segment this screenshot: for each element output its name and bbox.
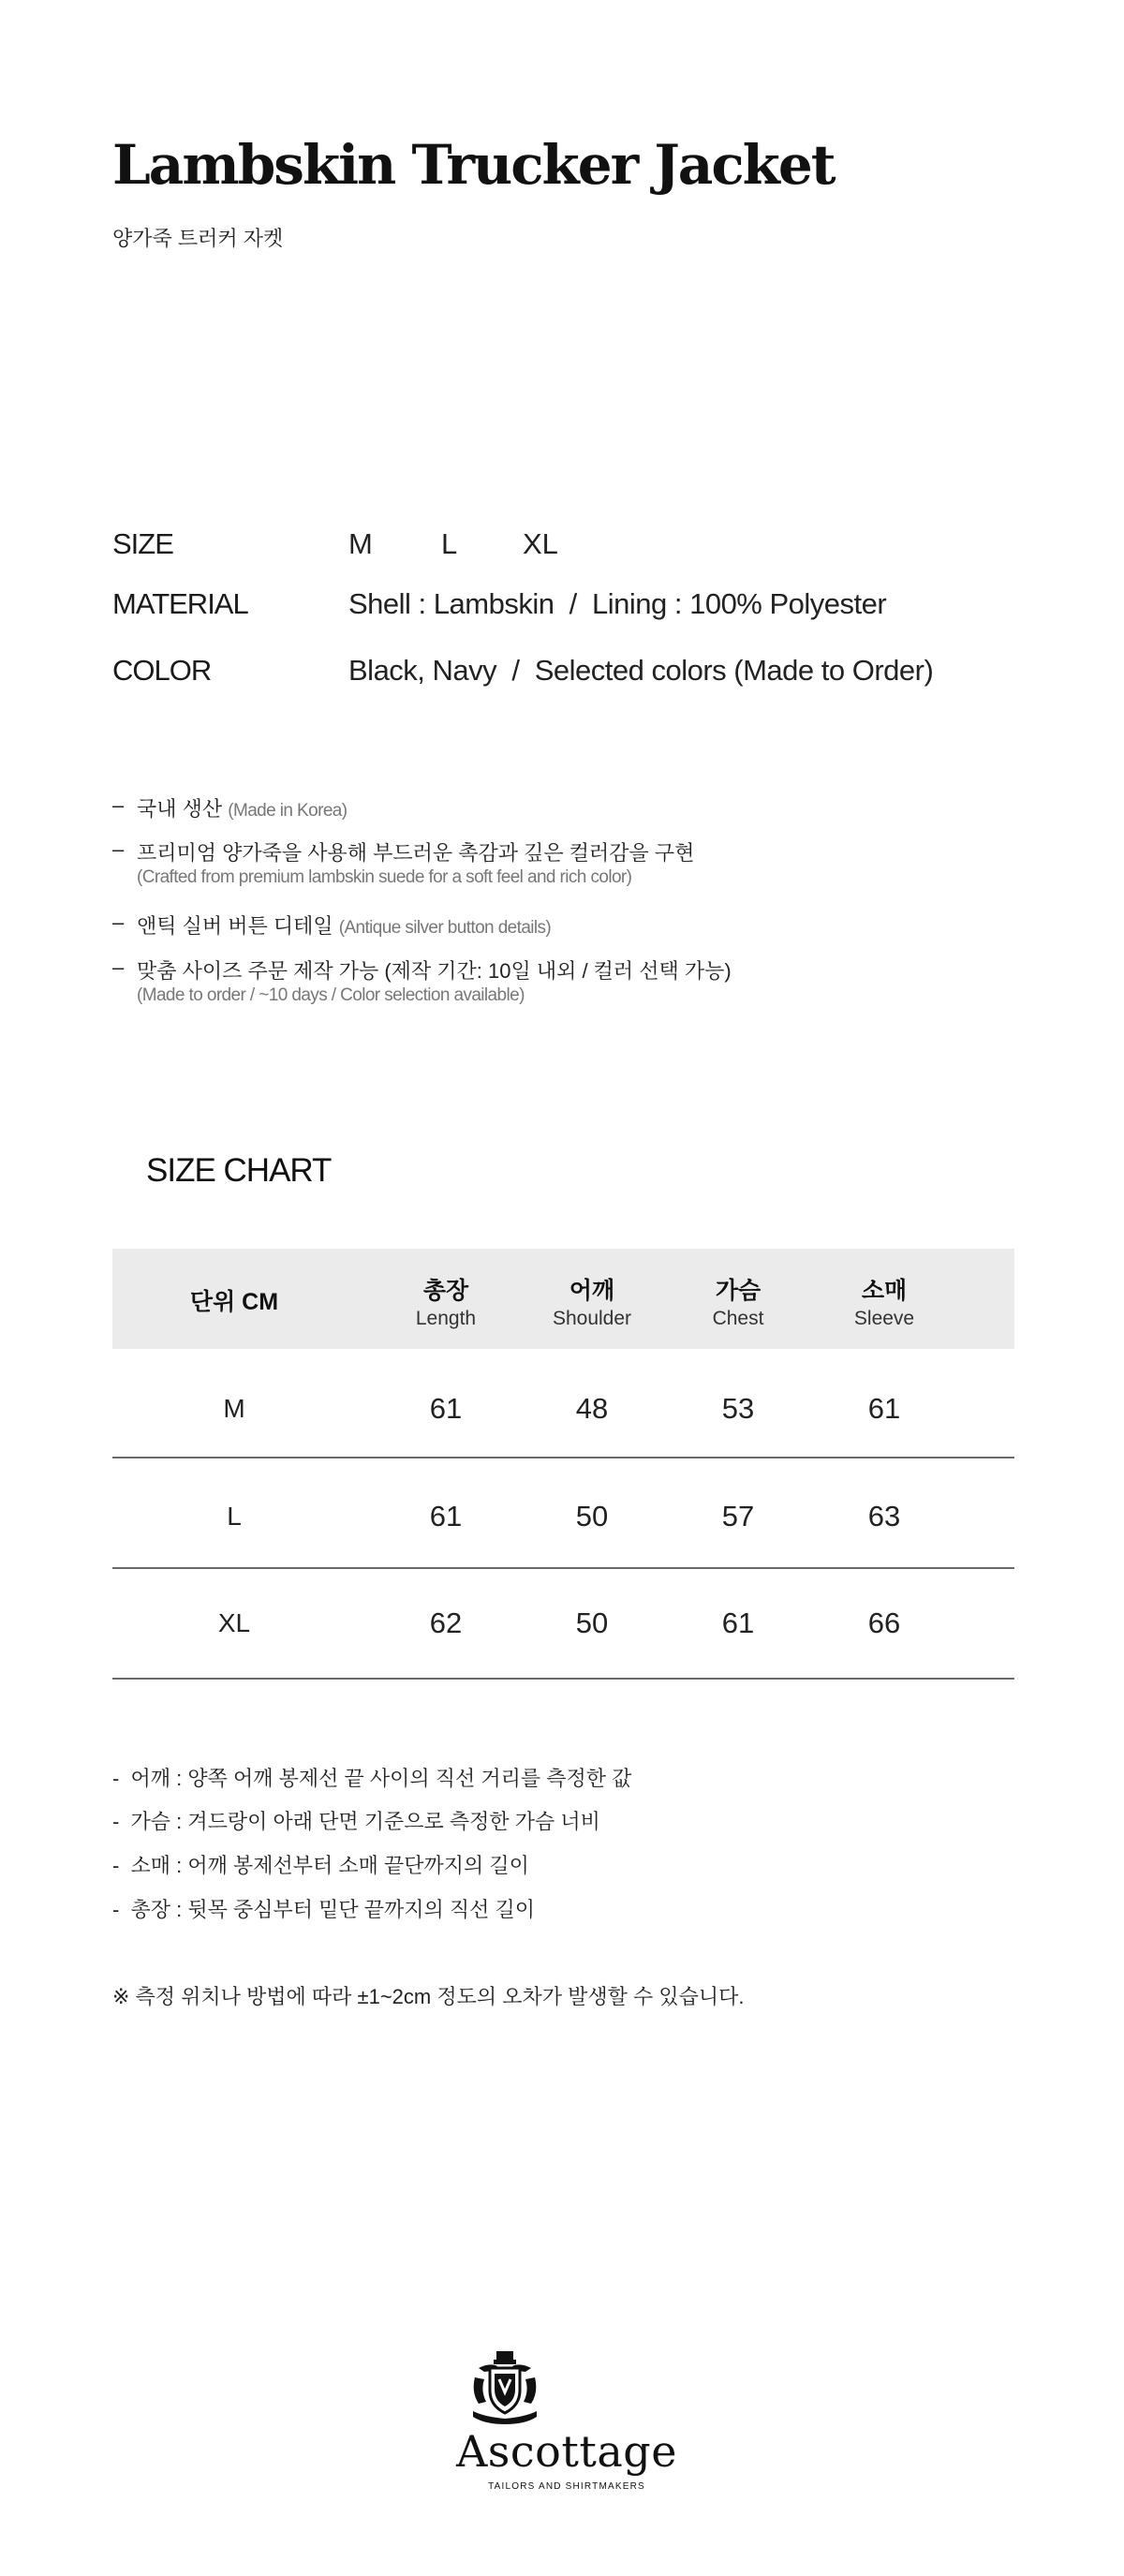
spec-row-color	[112, 654, 1012, 691]
size-chart-header	[112, 1249, 1014, 1349]
cell-shoulder: 48	[575, 1392, 609, 1425]
size-label: SIZE	[112, 527, 173, 560]
size-option-m: M	[348, 527, 373, 560]
cell-length: 61	[429, 1500, 463, 1532]
spec-row-material	[112, 587, 1012, 625]
column-header-sleeve: 소매 Sleeve	[853, 1278, 915, 1329]
note-translation: (Made to order / ~10 days / Color selection available)	[137, 985, 525, 1005]
row-size: XL	[217, 1608, 251, 1637]
note-dash: –	[112, 837, 125, 861]
color-value: Black, Navy / Selected colors (Made to Order)	[348, 654, 934, 687]
size-chart-title: SIZE CHART	[146, 1152, 332, 1189]
row-divider	[112, 1678, 1014, 1680]
note-translation: (Antique silver button details)	[338, 918, 552, 938]
cell-sleeve: 66	[867, 1606, 901, 1639]
cell-shoulder: 50	[575, 1606, 609, 1639]
product-subtitle: 양가죽 트러커 자켓	[112, 227, 284, 250]
row-size: L	[227, 1502, 242, 1531]
product-title: Lambskin Trucker Jacket	[112, 133, 835, 197]
note-translation: (Made in Korea)	[228, 801, 348, 821]
cell-length: 62	[429, 1606, 463, 1639]
note-text: 국내 생산 (Made in Korea)	[137, 797, 348, 821]
material-value: Shell : Lambskin / Lining : 100% Polyester	[348, 587, 887, 620]
column-header-shoulder: 어깨 Shoulder	[552, 1278, 632, 1329]
color-label: COLOR	[112, 654, 212, 687]
measure-note: - 총장 : 뒷목 중심부터 밑단 끝까지의 직선 길이	[112, 1898, 535, 1921]
note-text: 맞춤 사이즈 주문 제작 가능 (제작 기간: 10일 내외 / 컬러 선택 가능)	[137, 959, 732, 983]
note-dash: –	[112, 955, 125, 979]
note-item	[112, 837, 955, 894]
note-translation: (Crafted from premium lambskin suede for a soft feel and rich color)	[137, 867, 632, 887]
row-divider	[112, 1457, 1014, 1458]
cell-chest: 53	[721, 1392, 755, 1425]
cell-chest: 57	[721, 1500, 755, 1532]
table-row	[112, 1569, 1014, 1678]
row-size: M	[223, 1394, 245, 1423]
column-header-chest: 가슴 Chest	[712, 1278, 764, 1329]
note-item	[112, 955, 955, 1012]
note-dash: –	[112, 910, 125, 934]
note-dash: –	[112, 793, 125, 817]
measure-note: - 소매 : 어깨 봉제선부터 소매 끝단까지의 길이	[112, 1854, 529, 1877]
cell-chest: 61	[721, 1606, 755, 1639]
brand-crest-logo	[466, 2349, 544, 2428]
size-option-xl: XL	[523, 527, 558, 560]
note-item	[112, 793, 955, 822]
note-text: 앤틱 실버 버튼 디테일 (Antique silver button details)	[137, 914, 552, 938]
cell-sleeve: 61	[867, 1392, 901, 1425]
material-label: MATERIAL	[112, 587, 248, 620]
column-header-length: 총장 Length	[415, 1278, 477, 1329]
unit-header: 단위 CM	[189, 1289, 279, 1315]
spec-row-size	[112, 527, 1012, 565]
table-row	[112, 1462, 1014, 1571]
note-item	[112, 910, 955, 939]
cell-shoulder: 50	[575, 1500, 609, 1532]
note-text: 프리미엄 양가죽을 사용해 부드러운 촉감과 깊은 컬러감을 구현	[137, 841, 695, 865]
measure-note: - 어깨 : 양쪽 어깨 봉제선 끝 사이의 직선 거리를 측정한 값	[112, 1767, 632, 1790]
brand-name: Ascottage	[456, 2426, 677, 2477]
cell-length: 61	[429, 1392, 463, 1425]
brand-tagline: TAILORS AND SHIRTMAKERS	[488, 2481, 645, 2492]
measurement-disclaimer: ※ 측정 위치나 방법에 따라 ±1~2cm 정도의 오차가 발생할 수 있습니다.	[112, 1985, 745, 2008]
measure-note: - 가슴 : 겨드랑이 아래 단면 기준으로 측정한 가슴 너비	[112, 1810, 600, 1833]
table-row	[112, 1355, 1014, 1463]
size-option-l: L	[441, 527, 458, 560]
cell-sleeve: 63	[867, 1500, 901, 1532]
